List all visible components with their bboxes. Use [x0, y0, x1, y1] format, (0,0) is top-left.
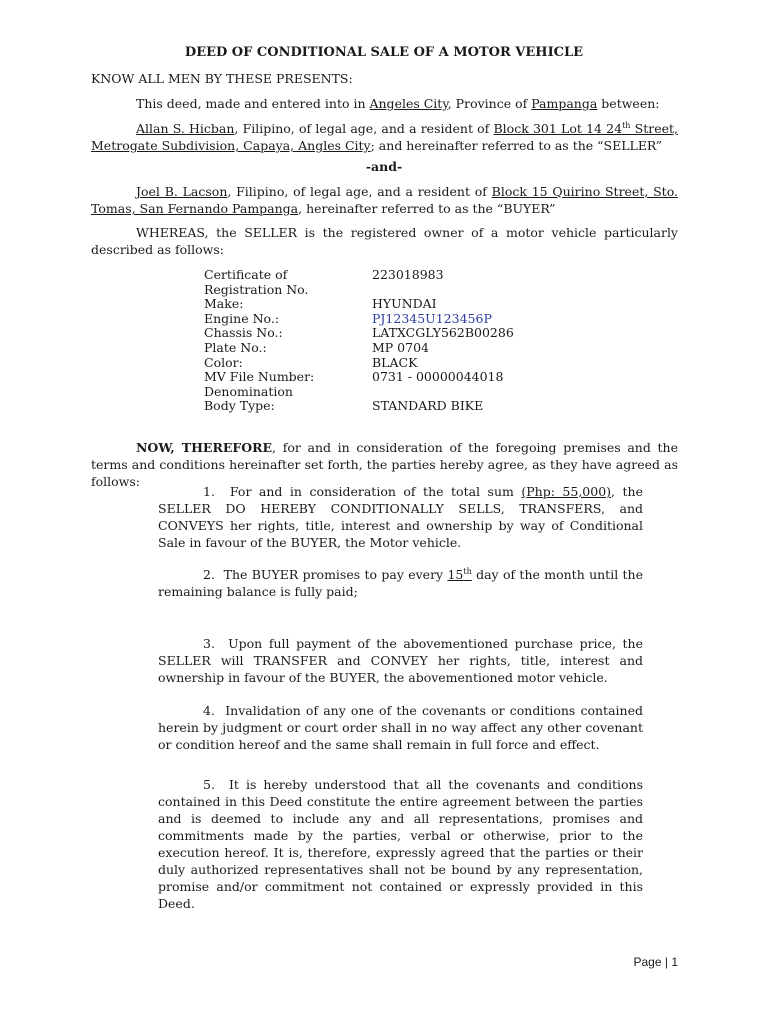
spec-row: Make: HYUNDAI [204, 296, 437, 312]
buyer-paragraph: Joel B. Lacson, Filipino, of legal age, and a resident of Block 15 Quirino Street, Sto. Tomas, San Fernando Pampanga, hereinafter referred to as the “BUYER” [91, 184, 678, 216]
buyer-name: Joel B. Lacson [136, 184, 228, 199]
city-name: Angeles City [369, 96, 448, 111]
now-therefore-paragraph: NOW, THEREFORE, for and in consideration of the foregoing premises and the terms and conditions hereinafter set forth, the parties hereby agree, as they have agreed as follows: [91, 440, 678, 489]
spec-row: Body Type: STANDARD BIKE [204, 398, 484, 414]
clause-5: 5. It is hereby understood that all the covenants and conditions contained in this Deed constitute the entire agreement between the parties and is deemed to include any and all representations, promises and commitments made by the parties, verbal or otherwise, prior to the execution hereof. It is, therefore, expressly agreed that the parties or their duly authorized representatives shall not be bound by any representation, promise and/or commitment not contained or expressly provided in this Deed. [158, 777, 643, 911]
whereas-paragraph: WHEREAS, the SELLER is the registered owner of a motor vehicle particularly described as follows: [91, 225, 678, 257]
spec-row: Denomination [204, 383, 293, 399]
spec-row: Engine No.: PJ12345U123456P [204, 312, 624, 327]
clause-1: 1. For and in consideration of the total sum (Php: 55,000), the SELLER DO HEREBY CONDITIONALLY SELLS, TRANSFERS, and CONVEYS her rights, title, interest and ownership by way of Conditional Sale in favour of the BUYER, the Motor vehicle. [158, 484, 643, 550]
spec-row: Plate No.: MP 0704 [204, 339, 429, 355]
and-separator: -and- [365, 159, 403, 174]
seller-address: Block 301 Lot 14 24th Street, Metrogate Subdivision, Capaya, Angles City [91, 120, 678, 153]
seller-name: Allan S. Hicban [136, 121, 235, 136]
page-number: 1 [671, 955, 678, 969]
spec-row: Certificate of 223018983 [204, 267, 444, 282]
clause-3: 3. Upon full payment of the abovementioned purchase price, the SELLER will TRANSFER and CONVEY her rights, title, interest and ownership in favour of the BUYER, the abovementioned motor vehicle. [158, 636, 643, 685]
deed-line: This deed, made and entered into in Angeles City, Province of Pampanga between: [136, 96, 660, 111]
payment-day: 15th [447, 566, 472, 582]
page-footer: Page | 1 [633, 955, 678, 969]
clause-4: 4. Invalidation of any one of the covenants or conditions contained herein by judgment or court order shall in no way affect any other covenant or condition hereof and the same shall remain in full force and effect. [158, 703, 643, 752]
intro-line: KNOW ALL MEN BY THESE PRESENTS: [91, 71, 353, 86]
vehicle-spec-table [204, 268, 624, 414]
engine-number-value: PJ12345U123456P [372, 310, 492, 326]
province-name: Pampanga [531, 96, 598, 111]
spec-row: Color: BLACK [204, 354, 418, 370]
seller-paragraph: Allan S. Hicban, Filipino, of legal age, and a resident of Block 301 Lot 14 24th Street, Metrogate Subdivision, Capaya, Angles City; and hereinafter referred to as the “SELLER” [91, 120, 678, 153]
clause-2: 2. The BUYER promises to pay every 15th day of the month until the remaining balance is fully paid; [158, 566, 644, 599]
spec-row: Chassis No.: LATXCGLY562B00286 [204, 325, 514, 341]
document-title: DEED OF CONDITIONAL SALE OF A MOTOR VEHICLE [184, 45, 584, 60]
buyer-address: Block 15 Quirino Street, Sto. Tomas, San Fernando Pampanga [91, 184, 678, 216]
spec-row: MV File Number: 0731 - 00000044018 [204, 369, 504, 385]
spec-row: Registration No. [204, 281, 309, 297]
sale-amount: (Php: 55,000) [521, 484, 612, 499]
